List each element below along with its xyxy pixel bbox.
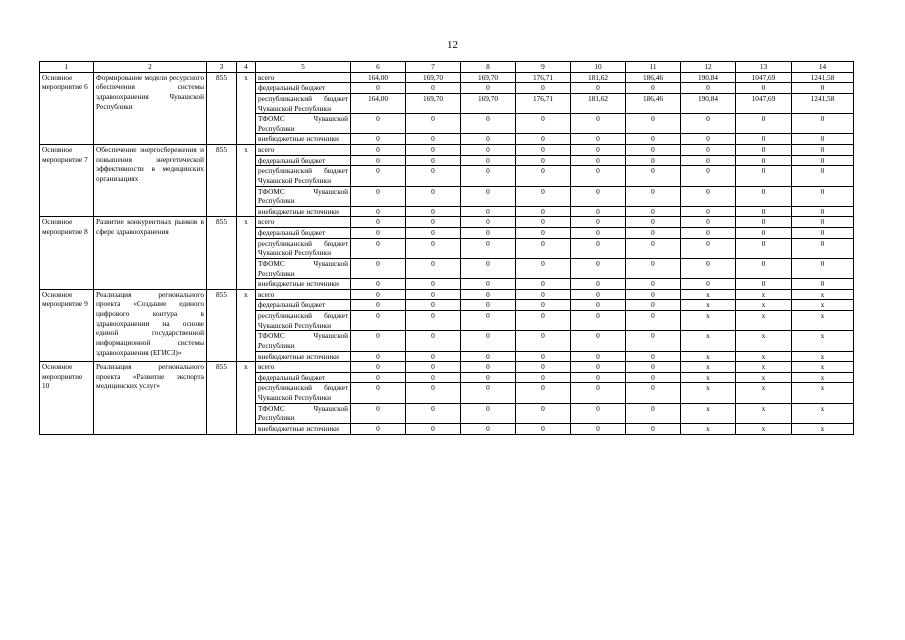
value-cell: 0 — [792, 155, 854, 166]
value-cell: 0 — [406, 362, 461, 373]
value-cell: 0 — [681, 217, 736, 228]
column-header: 11 — [626, 62, 681, 73]
value-cell: 0 — [516, 372, 571, 383]
value-cell: 0 — [406, 331, 461, 351]
activity-name: Развитие конкурентных рынков в сфере здравоохранения — [94, 217, 207, 289]
value-cell: 0 — [516, 258, 571, 278]
value-cell: 0 — [626, 206, 681, 217]
value-cell: 0 — [681, 206, 736, 217]
funding-source: внебюджетные источники — [256, 134, 351, 145]
value-cell: 0 — [681, 134, 736, 145]
value-cell: 0 — [351, 289, 406, 300]
activity-label: Основное мероприятие 9 — [40, 289, 94, 361]
value-cell: 0 — [406, 155, 461, 166]
funding-source: федеральный бюджет — [256, 228, 351, 239]
value-cell: 0 — [406, 186, 461, 206]
value-cell: 1241,58 — [792, 72, 854, 83]
value-cell: 0 — [516, 134, 571, 145]
value-cell: x — [736, 331, 792, 351]
value-cell: 0 — [351, 279, 406, 290]
value-cell: 0 — [736, 155, 792, 166]
value-cell: x — [792, 300, 854, 311]
value-cell: 0 — [516, 331, 571, 351]
value-cell: 0 — [626, 351, 681, 362]
value-cell: x — [736, 383, 792, 403]
column-header: 2 — [94, 62, 207, 73]
value-cell: 0 — [516, 155, 571, 166]
value-cell: 0 — [571, 186, 626, 206]
value-cell: 0 — [406, 258, 461, 278]
value-cell: 0 — [571, 217, 626, 228]
value-cell: 190,84 — [681, 72, 736, 83]
page-number: 12 — [447, 39, 458, 51]
value-cell: 0 — [351, 258, 406, 278]
value-cell: 0 — [571, 289, 626, 300]
value-cell: 0 — [406, 311, 461, 331]
value-cell: 0 — [516, 206, 571, 217]
value-cell: 0 — [351, 206, 406, 217]
funding-source: федеральный бюджет — [256, 155, 351, 166]
value-cell: 0 — [571, 145, 626, 156]
value-cell: 0 — [736, 228, 792, 239]
funding-source: республиканский бюджет Чувашской Республики — [256, 166, 351, 186]
value-cell: 0 — [626, 311, 681, 331]
value-cell: 0 — [516, 423, 571, 434]
value-cell: 0 — [461, 258, 516, 278]
column-header: 14 — [792, 62, 854, 73]
activity-name: Реализация регионального проекта «Создание единого цифрового контура в здравоохранении на основе единой государственной информационной системы здравоохранения (ЕГИСЗ)» — [94, 289, 207, 361]
value-cell: 0 — [626, 279, 681, 290]
value-cell: x — [736, 289, 792, 300]
value-cell: 0 — [626, 423, 681, 434]
value-cell: 0 — [736, 114, 792, 134]
value-cell: 0 — [461, 206, 516, 217]
value-cell: 0 — [351, 186, 406, 206]
value-cell: x — [792, 362, 854, 373]
column-header: 5 — [256, 62, 351, 73]
column-header: 9 — [516, 62, 571, 73]
value-cell: 0 — [571, 114, 626, 134]
value-cell: 0 — [516, 403, 571, 423]
value-cell: 0 — [351, 311, 406, 331]
funding-source: республиканский бюджет Чувашской Республики — [256, 93, 351, 113]
value-cell: x — [681, 351, 736, 362]
value-cell: 0 — [461, 351, 516, 362]
column-header: 10 — [571, 62, 626, 73]
code-cell: x — [237, 217, 256, 289]
value-cell: x — [681, 289, 736, 300]
value-cell: 0 — [406, 134, 461, 145]
value-cell: x — [681, 372, 736, 383]
value-cell: 0 — [351, 155, 406, 166]
value-cell: 0 — [516, 83, 571, 94]
activity-label: Основное мероприятие 8 — [40, 217, 94, 289]
value-cell: 0 — [406, 403, 461, 423]
value-cell: 0 — [792, 134, 854, 145]
value-cell: 0 — [626, 238, 681, 258]
funding-source: внебюджетные источники — [256, 351, 351, 362]
value-cell: 1047,69 — [736, 72, 792, 83]
value-cell: 0 — [626, 372, 681, 383]
value-cell: 0 — [626, 83, 681, 94]
value-cell: 0 — [351, 114, 406, 134]
value-cell: 0 — [461, 403, 516, 423]
value-cell: 0 — [571, 372, 626, 383]
value-cell: 0 — [571, 279, 626, 290]
responsible-code: 855 — [207, 289, 237, 361]
value-cell: 0 — [406, 83, 461, 94]
value-cell: 0 — [571, 258, 626, 278]
value-cell: 0 — [406, 114, 461, 134]
value-cell: x — [736, 362, 792, 373]
value-cell: 0 — [516, 362, 571, 373]
value-cell: 0 — [406, 372, 461, 383]
value-cell: 176,71 — [516, 93, 571, 113]
table-row — [40, 217, 854, 228]
value-cell: 0 — [792, 83, 854, 94]
value-cell: 0 — [681, 258, 736, 278]
value-cell: 0 — [792, 114, 854, 134]
value-cell: x — [681, 403, 736, 423]
header-row — [40, 62, 854, 73]
value-cell: 0 — [626, 217, 681, 228]
value-cell: 0 — [571, 331, 626, 351]
funding-source: республиканский бюджет Чувашской Республики — [256, 311, 351, 331]
funding-source: республиканский бюджет Чувашской Республики — [256, 383, 351, 403]
value-cell: 0 — [516, 300, 571, 311]
responsible-code: 855 — [207, 145, 237, 217]
value-cell: 0 — [351, 134, 406, 145]
value-cell: 0 — [351, 238, 406, 258]
value-cell: 0 — [626, 331, 681, 351]
funding-source: всего — [256, 362, 351, 373]
value-cell: 0 — [461, 331, 516, 351]
value-cell: 0 — [626, 145, 681, 156]
value-cell: 0 — [626, 362, 681, 373]
value-cell: 0 — [681, 166, 736, 186]
value-cell: 0 — [626, 134, 681, 145]
table-row — [40, 72, 854, 83]
value-cell: 0 — [626, 300, 681, 311]
value-cell: 0 — [571, 383, 626, 403]
value-cell: x — [681, 362, 736, 373]
funding-source: федеральный бюджет — [256, 83, 351, 94]
value-cell: 169,70 — [406, 72, 461, 83]
value-cell: 0 — [571, 228, 626, 239]
value-cell: 0 — [461, 155, 516, 166]
value-cell: x — [681, 331, 736, 351]
value-cell: 0 — [516, 311, 571, 331]
column-header: 1 — [40, 62, 94, 73]
value-cell: 0 — [516, 279, 571, 290]
value-cell: 0 — [406, 217, 461, 228]
value-cell: 0 — [461, 423, 516, 434]
table-row — [40, 289, 854, 300]
column-header: 13 — [736, 62, 792, 73]
value-cell: 0 — [516, 114, 571, 134]
value-cell: 0 — [736, 279, 792, 290]
value-cell: 0 — [736, 206, 792, 217]
value-cell: 0 — [461, 114, 516, 134]
column-header: 8 — [461, 62, 516, 73]
value-cell: 0 — [351, 217, 406, 228]
value-cell: 0 — [516, 166, 571, 186]
value-cell: 176,71 — [516, 72, 571, 83]
value-cell: x — [681, 383, 736, 403]
activity-name: Формирование модели ресурсного обеспечения системы здравоохранения Чувашской Республики — [94, 72, 207, 144]
value-cell: 0 — [516, 217, 571, 228]
value-cell: x — [736, 311, 792, 331]
funding-source: внебюджетные источники — [256, 279, 351, 290]
value-cell: 0 — [461, 300, 516, 311]
value-cell: 0 — [461, 217, 516, 228]
value-cell: 0 — [461, 372, 516, 383]
value-cell: 0 — [681, 155, 736, 166]
value-cell: 1047,69 — [736, 93, 792, 113]
value-cell: 0 — [571, 166, 626, 186]
value-cell: 0 — [681, 186, 736, 206]
value-cell: 0 — [571, 134, 626, 145]
value-cell: 0 — [516, 186, 571, 206]
value-cell: 0 — [461, 362, 516, 373]
funding-source: федеральный бюджет — [256, 372, 351, 383]
value-cell: 0 — [516, 289, 571, 300]
value-cell: 0 — [626, 403, 681, 423]
value-cell: 0 — [406, 279, 461, 290]
value-cell: x — [792, 351, 854, 362]
budget-table — [39, 61, 854, 435]
value-cell: 181,62 — [571, 72, 626, 83]
value-cell: 0 — [736, 134, 792, 145]
funding-source: федеральный бюджет — [256, 300, 351, 311]
value-cell: 0 — [351, 166, 406, 186]
value-cell: x — [792, 383, 854, 403]
column-header: 12 — [681, 62, 736, 73]
value-cell: 0 — [626, 289, 681, 300]
funding-source: ТФОМС Чувашской Республики — [256, 186, 351, 206]
column-header: 3 — [207, 62, 237, 73]
value-cell: 0 — [792, 145, 854, 156]
code-cell: x — [237, 145, 256, 217]
value-cell: 0 — [792, 238, 854, 258]
value-cell: 0 — [461, 134, 516, 145]
value-cell: 0 — [736, 258, 792, 278]
value-cell: 0 — [792, 166, 854, 186]
value-cell: x — [681, 311, 736, 331]
value-cell: 0 — [516, 145, 571, 156]
code-cell: x — [237, 72, 256, 144]
value-cell: 0 — [406, 351, 461, 362]
value-cell: 0 — [736, 145, 792, 156]
value-cell: 0 — [571, 155, 626, 166]
value-cell: 0 — [406, 423, 461, 434]
value-cell: x — [681, 300, 736, 311]
activity-name: Обеспечение энергосбережения и повышения энергетической эффективности в медицинских организациях — [94, 145, 207, 217]
value-cell: 0 — [792, 279, 854, 290]
code-cell: x — [237, 289, 256, 361]
value-cell: x — [736, 403, 792, 423]
value-cell: 0 — [681, 145, 736, 156]
value-cell: 190,84 — [681, 93, 736, 113]
value-cell: 186,46 — [626, 93, 681, 113]
value-cell: 0 — [351, 403, 406, 423]
value-cell: 169,70 — [461, 93, 516, 113]
value-cell: 0 — [736, 166, 792, 186]
value-cell: 0 — [406, 383, 461, 403]
value-cell: x — [792, 403, 854, 423]
funding-source: ТФОМС Чувашской Республики — [256, 258, 351, 278]
value-cell: 0 — [461, 228, 516, 239]
funding-source: внебюджетные источники — [256, 423, 351, 434]
value-cell: 0 — [406, 289, 461, 300]
value-cell: 0 — [571, 311, 626, 331]
value-cell: 0 — [736, 186, 792, 206]
value-cell: 0 — [461, 289, 516, 300]
value-cell: 0 — [516, 383, 571, 403]
value-cell: 186,46 — [626, 72, 681, 83]
value-cell: 0 — [681, 114, 736, 134]
value-cell: 0 — [571, 238, 626, 258]
funding-source: ТФОМС Чувашской Республики — [256, 331, 351, 351]
value-cell: 164,00 — [351, 72, 406, 83]
value-cell: 0 — [571, 83, 626, 94]
value-cell: x — [681, 423, 736, 434]
responsible-code: 855 — [207, 72, 237, 144]
value-cell: 0 — [461, 311, 516, 331]
value-cell: 0 — [516, 238, 571, 258]
value-cell: 0 — [571, 300, 626, 311]
value-cell: 0 — [461, 238, 516, 258]
value-cell: 0 — [406, 238, 461, 258]
value-cell: 0 — [571, 362, 626, 373]
value-cell: 0 — [461, 186, 516, 206]
table-row — [40, 362, 854, 373]
value-cell: 0 — [351, 300, 406, 311]
value-cell: 0 — [571, 351, 626, 362]
value-cell: x — [792, 372, 854, 383]
value-cell: 0 — [461, 145, 516, 156]
value-cell: 0 — [626, 166, 681, 186]
value-cell: 0 — [681, 83, 736, 94]
responsible-code: 855 — [207, 217, 237, 289]
value-cell: 0 — [351, 423, 406, 434]
value-cell: 0 — [351, 351, 406, 362]
value-cell: 0 — [681, 238, 736, 258]
activity-name: Реализация регионального проекта «Развитие экспорта медицинских услуг» — [94, 362, 207, 434]
activity-label: Основное мероприятие 10 — [40, 362, 94, 434]
value-cell: 0 — [406, 300, 461, 311]
column-header: 7 — [406, 62, 461, 73]
value-cell: 0 — [406, 166, 461, 186]
value-cell: 0 — [351, 145, 406, 156]
value-cell: 169,70 — [406, 93, 461, 113]
value-cell: 0 — [792, 228, 854, 239]
value-cell: 0 — [406, 145, 461, 156]
value-cell: 0 — [516, 351, 571, 362]
value-cell: 0 — [571, 403, 626, 423]
funding-source: всего — [256, 72, 351, 83]
table-row — [40, 145, 854, 156]
value-cell: 181,62 — [571, 93, 626, 113]
value-cell: 0 — [351, 331, 406, 351]
funding-source: внебюджетные источники — [256, 206, 351, 217]
value-cell: 0 — [406, 206, 461, 217]
value-cell: 0 — [351, 372, 406, 383]
value-cell: 0 — [406, 228, 461, 239]
value-cell: 0 — [626, 228, 681, 239]
value-cell: 0 — [461, 166, 516, 186]
value-cell: 0 — [681, 279, 736, 290]
value-cell: 0 — [626, 155, 681, 166]
value-cell: 0 — [792, 206, 854, 217]
activity-label: Основное мероприятие 7 — [40, 145, 94, 217]
value-cell: 0 — [792, 217, 854, 228]
value-cell: 0 — [351, 83, 406, 94]
value-cell: 0 — [626, 114, 681, 134]
funding-source: всего — [256, 145, 351, 156]
value-cell: 0 — [461, 279, 516, 290]
funding-source: всего — [256, 217, 351, 228]
value-cell: 0 — [626, 383, 681, 403]
value-cell: x — [736, 423, 792, 434]
funding-source: всего — [256, 289, 351, 300]
value-cell: x — [736, 372, 792, 383]
column-header: 4 — [237, 62, 256, 73]
value-cell: 0 — [461, 83, 516, 94]
value-cell: 164,00 — [351, 93, 406, 113]
funding-source: ТФОМС Чувашской Республики — [256, 403, 351, 423]
code-cell: x — [237, 362, 256, 434]
value-cell: 0 — [736, 217, 792, 228]
value-cell: x — [792, 331, 854, 351]
value-cell: 0 — [351, 362, 406, 373]
value-cell: x — [792, 311, 854, 331]
value-cell: 0 — [351, 228, 406, 239]
value-cell: 0 — [626, 258, 681, 278]
column-header: 6 — [351, 62, 406, 73]
value-cell: x — [792, 423, 854, 434]
value-cell: 169,70 — [461, 72, 516, 83]
funding-source: ТФОМС Чувашской Республики — [256, 114, 351, 134]
funding-source: республиканский бюджет Чувашской Республики — [256, 238, 351, 258]
responsible-code: 855 — [207, 362, 237, 434]
value-cell: 0 — [736, 83, 792, 94]
value-cell: 0 — [571, 206, 626, 217]
value-cell: 0 — [351, 383, 406, 403]
value-cell: 0 — [461, 383, 516, 403]
value-cell: x — [792, 289, 854, 300]
value-cell: 0 — [681, 228, 736, 239]
value-cell: 0 — [571, 423, 626, 434]
value-cell: 1241,58 — [792, 93, 854, 113]
value-cell: x — [736, 300, 792, 311]
value-cell: 0 — [792, 258, 854, 278]
activity-label: Основное мероприятие 6 — [40, 72, 94, 144]
value-cell: 0 — [516, 228, 571, 239]
value-cell: 0 — [792, 186, 854, 206]
value-cell: 0 — [736, 238, 792, 258]
value-cell: x — [736, 351, 792, 362]
value-cell: 0 — [626, 186, 681, 206]
